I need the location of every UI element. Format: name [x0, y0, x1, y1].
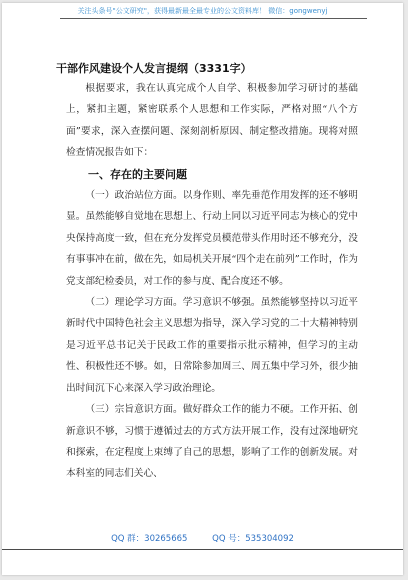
- footer-qq-group: QQ 群：30265665: [111, 534, 188, 544]
- footer-rule: [2, 549, 403, 550]
- intro-paragraph: 根据要求，我在认真完成个人自学、积极参加学习研讨的基础上，紧扣主题，紧密联系个人思想和工作实际，严格对照“八个方面”要求，深入查摆问题、深刻剖析原因、制定整改措施。现将对照检查情况报告如下：: [66, 83, 358, 159]
- paragraph-purpose: （三）宗旨意识方面。做好群众工作的能力不硬。工作开拓、创新意识不够，习惯于遵循过去的方式方法开展工作，没有过深地研究和探索，在定程度上束缚了自己的思想，影响了工作的创新发展。对本科室的同志们关心、: [66, 404, 358, 480]
- paragraph-theory: （二）理论学习方面。学习意识不够强。虽然能够坚持以习近平新时代中国特色社会主义思想为指导，深入学习党的二十大精神特别是习近平总书记关于民政工作的重要指示批示精神，但学习的主动性、积极性还不够。如，日常除参加周三、周五集中学习外，很少抽出时间沉下心来深入学习政治理论。: [66, 297, 358, 394]
- paragraph-political: （一）政治站位方面。以身作则、率先垂范作用发挥的还不够明显。虽然能够自觉地在思想上、行动上同以习近平同志为核心的党中央保持高度一致，但在充分发挥党员模范带头作用时还不够充分，没有事事冲在前，做在先，如局机关开展“四个走在前列”工作时，作为党支部纪检委员，对工作的参与度、配合度还不够。: [66, 190, 358, 287]
- banner-wechat: 微信：gongwenyj: [268, 7, 328, 15]
- section-heading: 一、存在的主要问题: [88, 167, 187, 181]
- footer-qq-number: QQ 号：535304092: [212, 534, 294, 544]
- header-banner: [2, 6, 403, 16]
- document-body: [66, 78, 358, 485]
- footer-contacts: [2, 532, 403, 544]
- document-page: [2, 3, 403, 575]
- header-rule: [60, 18, 367, 19]
- document-title: 干部作风建设个人发言提纲（3331字）: [56, 62, 252, 75]
- banner-text: 关注头条号"公文研究"，获得最新最全最专业的公文资料库！: [77, 7, 267, 15]
